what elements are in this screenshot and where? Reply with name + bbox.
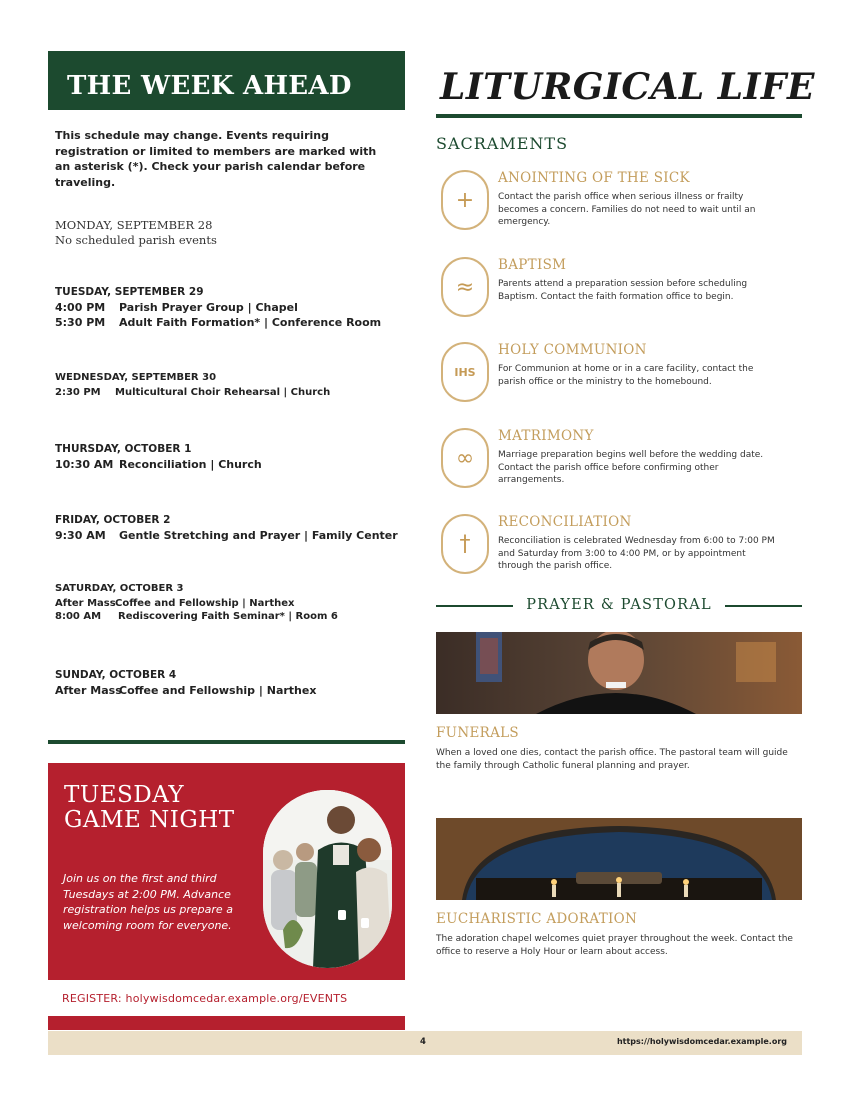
event-text: Reconciliation | Church	[119, 457, 262, 471]
sacrament-title: RECONCILIATION	[498, 514, 632, 530]
day-friday	[55, 513, 410, 543]
day-title: SUNDAY, OCTOBER 4	[55, 669, 177, 681]
liturgical-life-title: LITURGICAL LIFE	[440, 66, 815, 108]
sacrament-text: For Communion at home or in a care facility, contact the parish office or the ministry to the homebound.	[498, 364, 754, 387]
event-text: Parish Prayer Group | Chapel	[119, 300, 298, 314]
event-time: 8:00 AM	[55, 611, 102, 622]
day-wednesday	[55, 371, 410, 399]
day-monday	[55, 218, 410, 248]
page-footer	[48, 1031, 802, 1055]
day-title: MONDAY, SEPTEMBER 28	[55, 218, 213, 232]
event-text: Multicultural Choir Rehearsal | Church	[115, 386, 331, 398]
sacrament-text: Reconciliation is celebrated Wednesday from 6:00 to 7:00 PM and Saturday from 3:00 to 4:00 PM, or by appointment through the parish office.	[498, 536, 775, 571]
section-divider	[48, 740, 405, 744]
sacrament-title: BAPTISM	[498, 257, 567, 273]
day-title: SATURDAY, OCTOBER 3	[55, 583, 184, 594]
cross-plus-icon: +	[441, 170, 489, 230]
decorative-strip	[48, 1016, 405, 1030]
event-time: After Mass	[55, 683, 122, 697]
game-night-description: Join us on the first and third Tuesdays at 2:00 PM. Advance registration helps us prepare a welcoming room for everyone.	[63, 872, 233, 932]
event-time: 10:30 AM	[55, 457, 114, 471]
day-title: TUESDAY, SEPTEMBER 29	[55, 286, 204, 298]
game-night-panel	[48, 763, 405, 980]
event-text: No scheduled parish events	[55, 232, 217, 247]
day-title: THURSDAY, OCTOBER 1	[55, 443, 192, 455]
event-text: Coffee and Fellowship | Narthex	[115, 597, 295, 609]
day-title: FRIDAY, OCTOBER 2	[55, 514, 171, 526]
infinity-rings-icon: ∞	[441, 428, 489, 488]
title-line: TUESDAY	[64, 782, 185, 808]
sacrament-text: Parents attend a preparation session before scheduling Baptism. Contact the faith formation office to begin.	[498, 279, 748, 302]
sacrament-title: MATRIMONY	[498, 428, 594, 444]
day-sunday	[55, 668, 410, 698]
adoration-text: The adoration chapel welcomes quiet prayer throughout the week. Contact the office to reserve a Holy Hour or learn about access.	[436, 934, 793, 957]
day-thursday	[55, 442, 410, 472]
day-saturday	[55, 582, 410, 624]
ihs-monogram-icon: IHS	[441, 342, 489, 402]
event-text: Gentle Stretching and Prayer | Family Center	[119, 528, 398, 542]
adoration-chapel-photo	[436, 818, 802, 900]
sacrament-text: Marriage preparation begins well before the wedding date. Contact the parish office before confirming other arrangements.	[498, 450, 764, 485]
event-text: Adult Faith Formation* | Conference Room	[119, 315, 382, 329]
event-time: 5:30 PM	[55, 315, 106, 329]
event-time: After Mass	[55, 597, 116, 609]
water-icon: ≈	[441, 257, 489, 317]
event-time: 9:30 AM	[55, 528, 106, 542]
event-time: 2:30 PM	[55, 386, 101, 398]
game-night-photo	[263, 790, 392, 968]
title-line: GAME NIGHT	[64, 807, 235, 833]
week-intro-text: This schedule may change. Events requiring registration or limited to members are marked with an asterisk (*). Check your parish calendar before traveling.	[55, 129, 377, 189]
page-number: 4	[420, 1037, 426, 1047]
day-title: WEDNESDAY, SEPTEMBER 30	[55, 372, 217, 383]
cross-icon: †	[441, 514, 489, 574]
event-time: 4:00 PM	[55, 300, 106, 314]
event-text: Coffee and Fellowship | Narthex	[119, 683, 317, 697]
sacrament-title: ANOINTING OF THE SICK	[498, 170, 690, 186]
event-text: Rediscovering Faith Seminar* | Room 6	[118, 611, 338, 622]
sacrament-text: Contact the parish office when serious illness or frailty becomes a concern. Families do not need to wait until an emergency.	[498, 192, 756, 227]
sacraments-heading: SACRAMENTS	[436, 134, 569, 153]
adoration-title: EUCHARISTIC ADORATION	[436, 911, 638, 927]
prayer-pastoral-heading: PRAYER & PASTORAL	[526, 597, 712, 613]
title-underline	[436, 114, 802, 118]
funerals-text: When a loved one dies, contact the parish office. The pastoral team will guide the family through Catholic funeral planning and prayer.	[436, 748, 788, 771]
sacrament-title: HOLY COMMUNION	[498, 342, 647, 358]
register-link[interactable]: REGISTER: holywisdomcedar.example.org/EVENTS	[62, 992, 348, 1005]
day-tuesday	[55, 285, 410, 330]
game-night-title	[64, 783, 264, 833]
footer-url[interactable]: https://holywisdomcedar.example.org	[616, 1037, 787, 1046]
priest-photo	[436, 632, 802, 714]
week-ahead-header: THE WEEK AHEAD	[48, 51, 405, 110]
funerals-title: FUNERALS	[436, 725, 519, 741]
